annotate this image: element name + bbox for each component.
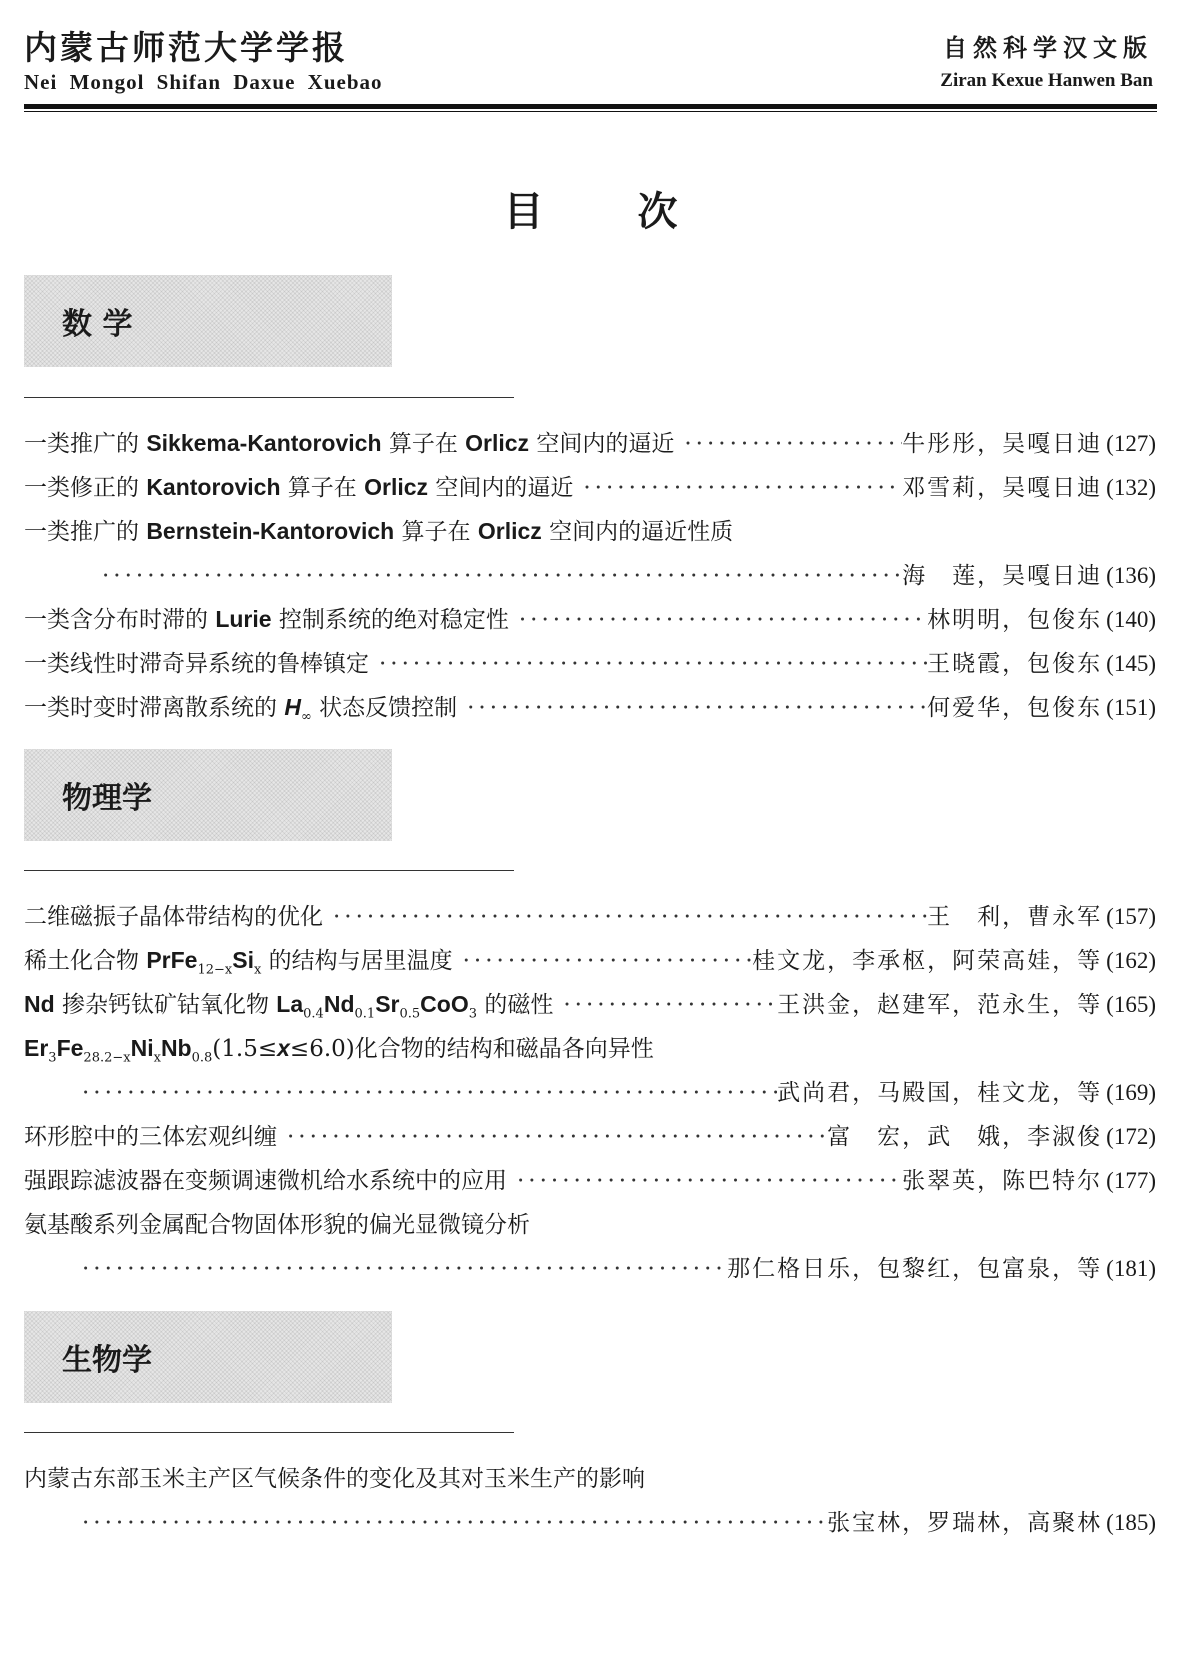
dot-leader — [453, 948, 753, 974]
entry-page: (157) — [1106, 904, 1156, 929]
journal-title-pinyin: Nei Mongol Shifan Daxue Xuebao — [24, 70, 383, 94]
journal-header — [24, 28, 383, 95]
dot-leader — [82, 1510, 827, 1536]
dot-leader — [82, 1080, 777, 1106]
entry-title: 环形腔中的三体宏观纠缠 — [24, 1124, 277, 1150]
entry-authors: 武尚君，马殿国，桂文龙，等 — [777, 1080, 1103, 1106]
toc-entry-physics-7[interactable] — [24, 1250, 1156, 1286]
entry-authors: 王洪金，赵建军，范永生，等 — [777, 992, 1103, 1018]
toc-entry-biology-1-title[interactable] — [24, 1460, 1156, 1496]
entry-page: (127) — [1106, 431, 1156, 456]
entry-title: 氨基酸系列金属配合物固体形貌的偏光显微镜分析 — [24, 1212, 530, 1238]
entry-title: Nd 掺杂钙钛矿钴氧化物 $La_{0.4}Nd_{0.1}Sr_{0.5}CoO_3$ 的磁性 — [24, 991, 554, 1022]
toc-entry-physics-4-title[interactable] — [24, 1030, 1156, 1066]
entry-page: (181) — [1106, 1256, 1156, 1281]
entry-authors: 富 宏，武 娥，李淑俊 — [827, 1124, 1103, 1150]
page-title: 目 次 — [503, 189, 678, 235]
dot-leader — [507, 1168, 902, 1194]
entry-title: 内蒙古东部玉米主产区气候条件的变化及其对玉米生产的影响 — [24, 1466, 645, 1492]
toc-entry-physics-4[interactable] — [24, 1074, 1156, 1110]
entry-page: (169) — [1106, 1080, 1156, 1105]
section-label-physics: 物理学 — [62, 781, 152, 816]
entry-authors: 邓雪莉，吴嘎日迪 — [902, 475, 1103, 501]
toc-entry-math-1[interactable] — [24, 425, 1156, 461]
entry-authors: 王晓霞，包俊东 — [927, 651, 1103, 677]
dot-leader — [573, 475, 902, 501]
entry-title: 一类线性时滞奇异系统的鲁棒镇定 — [24, 651, 369, 677]
toc-entry-biology-1[interactable] — [24, 1504, 1156, 1540]
toc-entry-math-3[interactable] — [24, 557, 1156, 593]
toc-entry-math-2[interactable] — [24, 469, 1156, 505]
dot-leader — [102, 563, 902, 589]
section-label-math: 数 学 — [62, 307, 133, 342]
dot-leader — [509, 607, 927, 633]
section-rule-physics — [24, 870, 514, 871]
section-header-math — [24, 275, 392, 367]
entry-page: (145) — [1106, 651, 1156, 676]
journal-title-cn: 内蒙古师范大学学报 — [24, 28, 348, 67]
entry-authors: 张翠英，陈巴特尔 — [902, 1168, 1103, 1194]
section-header-biology — [24, 1311, 392, 1403]
edition-pinyin: Ziran Kexue Hanwen Ban — [940, 70, 1153, 91]
entry-authors: 桂文龙，李承枢，阿荣高娃，等 — [752, 948, 1103, 974]
section-header-physics — [24, 749, 392, 841]
dot-leader — [369, 651, 927, 677]
toc-entry-physics-3[interactable] — [24, 986, 1156, 1022]
toc-entry-physics-5[interactable] — [24, 1118, 1156, 1154]
entry-title: 一类推广的 Bernstein-Kantorovich 算子在 Orlicz 空间内的逼近性质 — [24, 518, 734, 545]
entry-title: 一类含分布时滞的 Lurie 控制系统的绝对稳定性 — [24, 606, 509, 633]
dot-leader — [323, 904, 927, 930]
entry-page: (132) — [1106, 475, 1156, 500]
entry-title: 一类推广的 Sikkema-Kantorovich 算子在 Orlicz 空间内的逼近 — [24, 430, 675, 457]
section-rule-math — [24, 397, 514, 398]
entry-authors: 海 莲，吴嘎日迪 — [902, 563, 1103, 589]
entry-page: (151) — [1106, 695, 1156, 720]
entry-authors: 张宝林，罗瑞林，高聚林 — [827, 1510, 1103, 1536]
entry-authors: 王 利，曹永军 — [927, 904, 1103, 930]
dot-leader — [277, 1124, 827, 1150]
toc-entry-physics-2[interactable] — [24, 942, 1156, 978]
entry-page: (185) — [1106, 1510, 1156, 1535]
entry-page: (140) — [1106, 607, 1156, 632]
toc-entry-math-6[interactable] — [24, 689, 1156, 725]
dot-leader — [553, 992, 777, 1018]
dot-leader — [82, 1256, 727, 1282]
entry-authors: 林明明，包俊东 — [927, 607, 1103, 633]
entry-page: (172) — [1106, 1124, 1156, 1149]
entry-authors: 那仁格日乐，包黎红，包富泉，等 — [727, 1256, 1103, 1282]
toc-entry-physics-7-title[interactable] — [24, 1206, 1156, 1242]
section-rule-biology — [24, 1432, 514, 1433]
entry-page: (177) — [1106, 1168, 1156, 1193]
toc-entry-physics-1[interactable] — [24, 898, 1156, 934]
dot-leader — [674, 431, 902, 457]
toc-entry-math-4[interactable] — [24, 601, 1156, 637]
entry-page: (136) — [1106, 563, 1156, 588]
edition-header — [940, 32, 1153, 92]
entry-title: 一类时变时滞离散系统的 $H_\infty$ 状态反馈控制 — [24, 694, 458, 725]
toc-entry-physics-6[interactable] — [24, 1162, 1156, 1198]
dot-leader — [457, 695, 927, 721]
entry-title: $Er_3Fe_{28.2-x}Ni_xNb_{0.8}(1.5\le x\le 6.0)$化合物的结构和磁晶各向异性 — [24, 1035, 654, 1066]
entry-authors: 牛彤彤，吴嘎日迪 — [902, 431, 1103, 457]
entry-title: 一类修正的 Kantorovich 算子在 Orlicz 空间内的逼近 — [24, 474, 574, 501]
section-label-biology: 生物学 — [62, 1343, 152, 1378]
entry-title: 稀土化合物 $PrFe_{12-x}Si_x$ 的结构与居里温度 — [24, 947, 453, 978]
toc-entry-math-3-title[interactable] — [24, 513, 1156, 549]
entry-title: 二维磁振子晶体带结构的优化 — [24, 904, 323, 930]
edition-cn: 自然科学汉文版 — [943, 34, 1153, 62]
entry-title: 强跟踪滤波器在变频调速微机给水系统中的应用 — [24, 1168, 507, 1194]
header-rule-thin — [24, 111, 1157, 112]
toc-entry-math-5[interactable] — [24, 645, 1156, 681]
entry-page: (162) — [1106, 948, 1156, 973]
entry-authors: 何爱华，包俊东 — [927, 695, 1103, 721]
entry-page: (165) — [1106, 992, 1156, 1017]
header-rule-thick — [24, 104, 1157, 109]
